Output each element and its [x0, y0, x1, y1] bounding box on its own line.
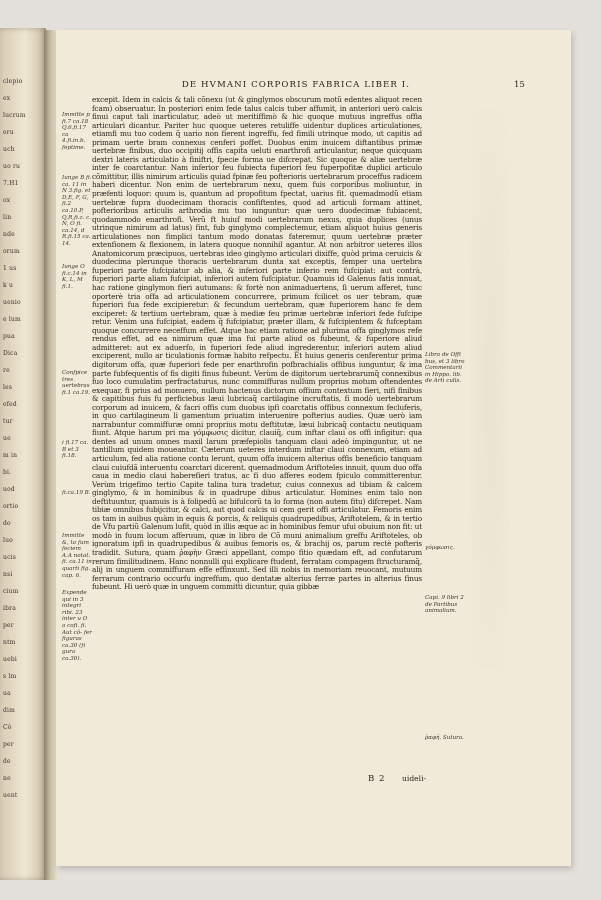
facing-page-fragment: per: [3, 622, 14, 629]
margin-note-left: Iunge B fi. ca. 11 in N 3.fig. et D,E, F, G, fi.2 ca.10.P, Q,R,fi.z. c. N, O fi. ca.14, d R.fi.15 ca. 14.: [62, 175, 92, 247]
facing-page-fragment: eru: [3, 129, 14, 136]
facing-page-fragment: ua: [3, 690, 11, 697]
facing-page-fragment: e lum: [3, 316, 21, 323]
margin-note-left: Confpice tres uertebras fi.1 ca.19.: [62, 370, 90, 396]
facing-page-fragment: dim: [3, 707, 16, 714]
facing-page-fragment: de: [3, 758, 11, 765]
facing-page-fragment: Dica: [3, 350, 18, 357]
facing-page-fragment: bi.: [3, 469, 12, 476]
margin-note-left: Iunge O fi.c.14 in K, L, M fi.1.: [62, 264, 87, 290]
margin-note-right: ῥαφή. Sutura.: [425, 735, 464, 741]
facing-page-fragment: uent: [3, 792, 18, 799]
margin-note-left: Expende qui in 3 integri ribi. 23 inter u O a cofi. fi. Aut cô- fer figuras ca.30 (fi gura ca.30).: [62, 590, 92, 662]
facing-page-fragment: efed: [3, 401, 17, 408]
body-paragraph: excepit. Idem in calcis & tali cõnexu (ut & ginglymos obscurum motũ edentes aliquot recen fcam) obseruatur. In posteriori enim fede talus calcis tuber affumit, in anteriori uerò calcis finui caput tali inarticulatur, adeò ut meritiffimò & hic quoque mutuus ingreffus offia articulari dicantur. Pariter huc quoque ueteres retuliffe uidentur duplices articulationes, etiamfi mu tuo codem q̃ uario non fierent ingreffu, fed fimili utrinque modo, ut capitis ad primam uerte bram connexus cenferi poffet. Duobus enim inuicem diftantibus primæ uertebræ finibus, duo occipitij offis capita ueluti enarthrofi articulantur, neque quicquam dextri lateris articulatio à finiftri, fpecie forma ue difcrepat. Sic quoque & aliæ uertebræ inter fe coarctantur. Nam inferior feu fubiecta fuperiori feu fuperpofitæ duplici articulo cõmittitur, illis nimirum articulis quiad fpinæ feu pofterioris uertebrarum proceffus radicem haberi dicentur. Non enim de uertebrarum nexu, quem fuis corporibus moliuntur, in præfenti loquor: quum is, quantum ad propofitum fpectat, uarius fit. quemadmodũ etiam uertebræ fupra duodecimam thoracis confiftentes, quod ad articuli formam attinet, pofterioribus articulis arthrodia mu tuo iunguntur: quæ uero duodecimæ fubiacent, quodammodo enarthrofi. Verũ ft huiuf modi uertebrarum nexus, quia duplices (unus utrinque nimirum ad latus) fint, fub ginglymo complectemur, etiam aliquot huius generis articulationes non fimplici tantum modo donatas fateremur, quum uertebræ præter extenfionem & flexionem, in latera quoque nonnihil agantur. At non arbitror ueteres illos Anatomicorum præcipuos, uertebras ideo ginglymo articulari dixiffe, quòd prima ceruicis & duodecima plerunque thoracis uertebrarum dunta xat exceptis, femper una uertebra fuperiori parte fufcipiatur ab alia, & inferiori parte inferio rem fufcipiat: aut contrà, fuperiori parte aliam fufcipiat, inferiori autem fufcipiatur. Quamuis id Galenus fatis innuat, hac ratione ginglymon fieri autumans: & fortè non animaduertens, ſi uerum afferet, tunc oporterè tria offa ad articulationem concurrere, primum fcilicet os uer tebram, quæ fuperiori fua fede excipieretur: & fecundum uertebram, quæ fuperiorem hanc fe dem exciperet: & tertium uertebram, quæ à mediæ feu primæ uertebræ inferiori fede fufcipe retur. Venim una fufcipiat, eadem q̃ fufcipiatur, præter illam, & fufcipientem & fufceptam quoque concurrere neceffum effet. Atque hac etiam ratione ad plurima offa ginglymos refe rendus effet, ad ea nimirum quæ ima fui parte aliud os fubeunt, & fuperiore aliud admitteret: aut ex aduerfo, in fuperiori fede aliud ingrederentur, inferiori autem aliud exciperent, nullo ar ticulationis formæ habito refpectu. Et huius generis cenferentur prima digitorum offa, quæ fuperiori fede per enarthrofin pofbrachialis offibus iunguntur, & ima parte fubfequentis of fis digiti finus fubeunt. Verùm de digitorum uertebrarumq̃ connexibus fuo loco cumulatim perfractaturus, nunc commiffuras nullum proprius motum oftendentes exequar, fi prius ad monuero, nullum hactenus dictorum offium contextum fieri, nifi finibus & capitibus fuis fu perficiebus læui lubricaq̃ cartilagine incruftatis, fi modò uertebrarum corporum ad inuicem, & facri offis cum duobus ipfi coarctatis offibus connexum fecluferis, in quo cartilagineum li gamentum priuatim interuenire pofterius audies. Quæ uerò iam narrabuntur commiffuræ omni proprius motu deftitutæ, læui lubricaq̃ contactu neutiquam fiunt. Atque harum pri ma γόμφωσις dicitur, clauiq̃, cum inftar claui os offi infigitur: qua dentes ad unum omnes maxil larum præfepiolis tanquam claui adeò impinguntur, ut ne tantillum quidem moueantur. Cæterum ueteres interdum inftar claui connexum, etiam ad articulum, fed alia ratione contu lerunt, quum offa inuicem alterius offis beneficio tanquam claui cuiufdã interuentu coarctari dicerent. quemadmodum Ariftoteles innuit, quum duo offa caua in medio claui haberefieri tratus, ac fi duo afferes eodem fpiculo committerentur. Verùm trigefimo tertio Capite talina tura tradetur, cuius connexus ad tibiam & calcem ginglymo, & in hominibus & in quadrupe dibus articulatur. Homines enim talo non deftituuntur, quamuis is à folipedũ ac bifulcorũ ta lo forma (non autem fitu) difcrepet. Nam tibiæ omnibus fubijcitur, & calci, aut quod calcis ui cem gerit offi articulatur. Femoris enim os tam in auibus quàm in equis & porcis, & reliquis quadrupedibus, Ariftotelem, & in tertio de Vfu partiũ Galenum lufit, quòd in illis æque ac in hominibus femur ufui obuium non fit: ut modò in fuum locum afferuum, quæ in libro de Cõ muni animalium greffu Ariftoteles, ob ignoratum ipfi in quadrupedibus & auibus femoris os, & brachij os, parum rectè pofteris tradidit. Sutura, quam ῥαφὴν Græci appellant, compo fitio quædam eft, ad confutarum rerum fimilitudinem. Hanc nonnulli qui explicare ftudent, ferratam compagem ftructuramq̃, alij in unguem commiffuram effe effinxunt. Sed illi nobis in memoriam reuocant, mutuum ferrarum contrario occurfu ingreffum, quo dentatæ alterius ferræ partes in alterius finus fubeunt. Hi uerò quæ in unguem committi dicuntur, quia gibbæ: [92, 95, 422, 592]
facing-page-fragment: ucis: [3, 554, 17, 561]
facing-page-fragment: ntm: [3, 639, 16, 646]
facing-page-fragment: nde: [3, 231, 15, 238]
margin-note-right: γόμφωσις.: [425, 545, 455, 551]
facing-page-fragment: uch: [3, 146, 15, 153]
facing-page-fragment: luo: [3, 537, 13, 544]
facing-page-fragment: tur: [3, 418, 13, 425]
facing-page-fragment: ibra: [3, 605, 17, 612]
margin-note-left: fi.ca.19 B.: [62, 490, 91, 496]
margin-note-left: Immitte &, ta fum feciem A.A notat. fi. ca.11 in quarti fig. cap. 6.: [62, 533, 92, 579]
facing-page-fragment: orum: [3, 248, 20, 255]
facing-page-fragment: ue: [3, 435, 11, 442]
facing-page-fragment: m in: [3, 452, 18, 459]
facing-page-fragment: uebi: [3, 656, 17, 663]
signature-mark: B 2: [368, 774, 386, 784]
facing-page-fragment: les: [3, 384, 13, 391]
margin-note-left: Immitte p fi.7 ca.18 Q.6.fi.17 ca 4.fi.in.b. feptime.: [62, 112, 90, 151]
facing-page-fragment: do: [3, 520, 11, 527]
facing-page-fragment: ox: [3, 197, 11, 204]
facing-page-fragment: ex: [3, 95, 11, 102]
facing-page-fragment: 7.H1: [3, 180, 19, 187]
margin-note-left: i fi.17 ca. B et 3 fi.18.: [62, 440, 89, 460]
show-through-shadow: [470, 110, 510, 670]
margin-note-right: Capi. 9 libri 2 de Partibus animalium.: [425, 595, 464, 615]
facing-page-fragment: uo ru: [3, 163, 21, 170]
facing-page-fragment: s lm: [3, 673, 17, 680]
facing-page-fragment: nsi: [3, 571, 13, 578]
facing-page-fragment: ne: [3, 775, 11, 782]
facing-page-fragment: lucrum: [3, 112, 26, 119]
facing-page-fragment: cium: [3, 588, 19, 595]
facing-page-fragment: uod: [3, 486, 15, 493]
facing-page-fragment: pua: [3, 333, 15, 340]
facing-page-fragment: k u: [3, 282, 14, 289]
facing-page-fragment: per: [3, 741, 14, 748]
facing-page-edge: [0, 28, 46, 880]
facing-page-fragment: re: [3, 367, 10, 374]
facing-page-fragment: Cô: [3, 724, 12, 731]
running-title: DE HVMANI CORPORIS FABRICA LIBER I.: [181, 80, 411, 90]
page-number: 15: [514, 80, 525, 90]
catchword: uideli-: [402, 774, 427, 783]
facing-page-fragment: ortio: [3, 503, 19, 510]
margin-note-right: Libro de Offi bus, et 3 libro Commentarii in Hippo. lib. de Arti culis.: [425, 352, 465, 385]
facing-page-fragment: uenio: [3, 299, 21, 306]
facing-page-fragment: lin: [3, 214, 12, 221]
facing-page-fragment: 1 us: [3, 265, 17, 272]
main-text-block: [92, 96, 422, 592]
facing-page-fragment: clepio: [3, 78, 23, 85]
